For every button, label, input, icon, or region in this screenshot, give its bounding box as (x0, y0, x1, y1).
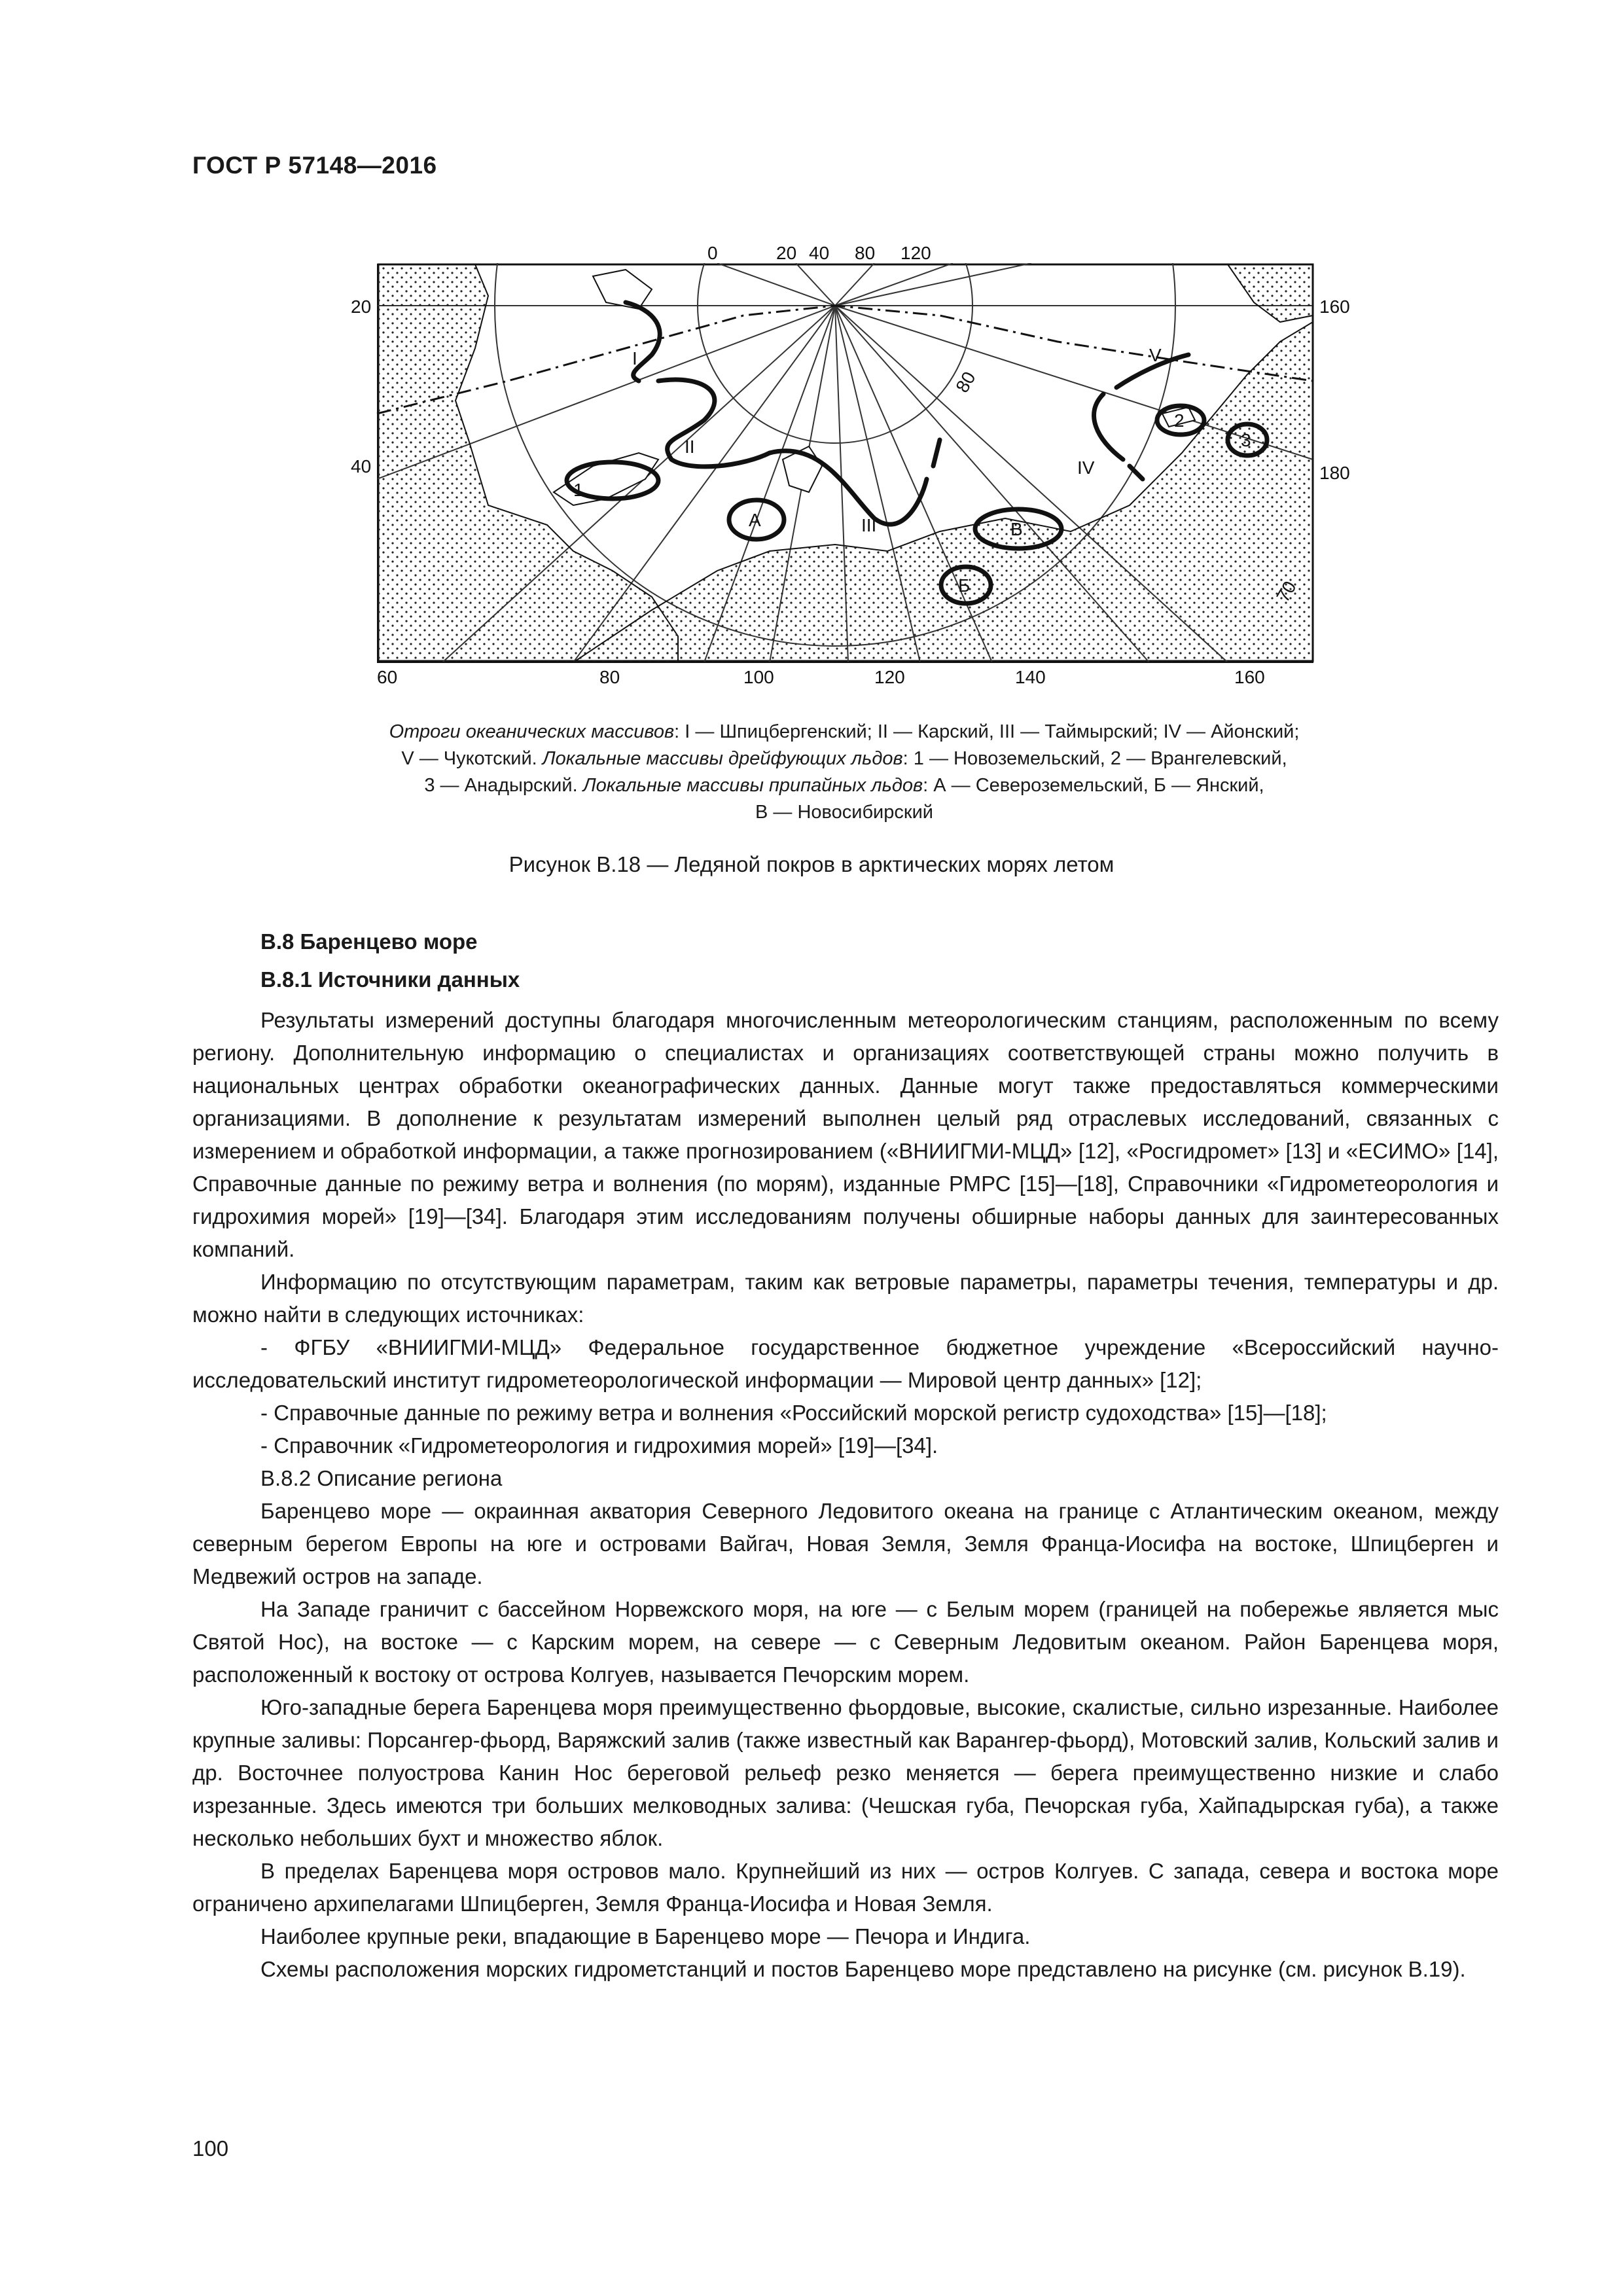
map-top-label: 0 (707, 243, 718, 263)
paragraph: Схемы расположения морских гидрометстанций и постов Баренцево море представлено на рисунке (см. рисунок В.19). (260, 1957, 1466, 1981)
label-ii: II (685, 437, 695, 457)
body-text (192, 1004, 1499, 1986)
label-v: V (1149, 345, 1162, 365)
map-inner-label: 70 (1272, 577, 1300, 605)
list-item: - Справочник «Гидрометеорология и гидрохимия морей» [19]—[34]. (260, 1433, 938, 1458)
subsection-title: В.8.1 Источники данных (260, 967, 520, 992)
figure-legend: Отроги океанических массивов: I — Шпицбергенский; II — Карский, III — Таймырский; IV — Айонский; V — Чукотский. Локальные массивы дрейфующих льдов: 1 — Новоземельский, 2 — Врангелевский, 3 — Анадырский. Локальные массивы припайных льдов: А — Североземельский, Б — Янский, В — Новосибирский (389, 721, 1300, 823)
label-b: Б (958, 575, 971, 596)
figure-title: Рисунок В.18 — Ледяной покров в арктических морях летом (508, 852, 1115, 876)
label-a: А (749, 510, 761, 530)
map-top-label: 120 (901, 243, 931, 263)
paragraph: Информацию по отсутствующим параметрам, таким как ветровые параметры, параметры течения, температуры и др. можно найти в следующих источниках: (192, 1270, 1499, 1327)
map-top-label: 20 (776, 243, 797, 263)
section-title: В.8 Баренцево море (260, 929, 478, 954)
list-item: - Справочные данные по режиму ветра и волнения «Российский морской регистр судоходства» [15]—[18]; (260, 1401, 1327, 1425)
map-bottom-label: 100 (743, 667, 774, 687)
paragraph: Юго-западные берега Баренцева моря преимущественно фьордовые, высокие, скалистые, сильно изрезанные. Наиболее крупные заливы: Порсангер-фьорд, Варяжский залив (также известный как Варангер-фьорд), Мотовский залив, Кольский залив и др. Восточнее полуострова Канин Нос береговой рельеф резко меняется — берега преимущественно низкие и слабо изрезанные. Здесь имеются три больших мелководных залива: (Чешская губа, Печорская губа, Хайпадырская губа), а также несколько небольших бухт и множество яблок. (192, 1695, 1499, 1850)
page-number: 100 (192, 2136, 229, 2161)
paragraph: В пределах Баренцева моря островов мало. Крупнейший из них — остров Колгуев. С запада, севера и востока море ограничено архипелагами Шпицберген, Земля Франца-Иосифа и Новая Земля. (192, 1859, 1499, 1916)
list-item: - ФГБУ «ВНИИГМИ-МЦД» Федеральное государственное бюджетное учреждение «Всероссийский научно-исследовательский институт гидрометеорологической информации — Мировой центр данных» [12]; (192, 1335, 1499, 1392)
land-alaska (1228, 264, 1313, 322)
document-header: ГОСТ Р 57148—2016 (192, 152, 437, 179)
label-3: 3 (1241, 430, 1251, 450)
map-top-label: 40 (809, 243, 830, 263)
land-svalbard (593, 270, 652, 309)
label-i: I (632, 348, 637, 368)
paragraph: На Западе граничит с бассейном Норвежского моря, на юге — с Белым морем (границей на побережье является мыс Святой Нос), на востоке — с Карским морем, на севере — с Северным Ледовитым океаном. Район Баренцева моря, расположенный к востоку от острова Колгуев, называется Печорским морем. (192, 1597, 1499, 1687)
subsection-heading: В.8.2 Описание региона (260, 1466, 503, 1490)
map-inner-label: 80 (952, 368, 980, 396)
land-siberia (573, 322, 1313, 662)
label-1: 1 (573, 480, 584, 500)
map-top-label: 80 (855, 243, 876, 263)
map-right-label: 180 (1319, 463, 1350, 483)
map-left-label: 20 (351, 296, 372, 317)
map-bottom-label: 60 (377, 667, 398, 687)
spur-i (626, 302, 660, 381)
map-bottom-label: 140 (1015, 667, 1046, 687)
map-bottom-label: 120 (874, 667, 905, 687)
map-right-label: 160 (1319, 296, 1350, 317)
spur-ii (658, 380, 770, 467)
map-left-label: 40 (351, 456, 372, 476)
paragraph: Наиболее крупные реки, впадающие в Баренцево море — Печора и Индига. (260, 1924, 1031, 1948)
map-bottom-label: 160 (1234, 667, 1265, 687)
paragraph: Баренцево море — окраинная акватория Северного Ледовитого океана на границе с Атлантическим океаном, между северным берегом Европы на юге и островами Вайгач, Новая Земля, Земля Франца-Иосифа на востоке, Шпицберген и Медвежий остров на западе. (192, 1499, 1499, 1588)
label-v-fast: В (1010, 519, 1023, 539)
map-bottom-label: 80 (599, 667, 620, 687)
label-iii: III (861, 515, 877, 535)
label-2: 2 (1174, 410, 1185, 431)
arctic-ice-map (351, 243, 1350, 687)
paragraph: Результаты измерений доступны благодаря многочисленным метеорологическим станциям, расположенным по всему региону. Дополнительную информацию о специалистах и организациях соответствующей страны можно получить в национальных центрах обработки океанографических данных. Данные могут также предоставляться коммерческими организациями. В дополнение к результатам измерений выполнен целый ряд отраслевых исследований, связанных с измерением и обработкой информации, а также прогнозированием («ВНИИГМИ-МЦД» [12], «Росгидромет» [13] и «ЕСИМО» [14], Справочные данные по режиму ветра и волнения (по морям), изданные РМРС [15]—[18], Справочники «Гидрометеорология и гидрохимия морей» [19]—[34]. Благодаря этим исследованиям получены обширные наборы данных для заинтересованных компаний. (192, 1008, 1499, 1261)
label-iv: IV (1077, 457, 1095, 478)
